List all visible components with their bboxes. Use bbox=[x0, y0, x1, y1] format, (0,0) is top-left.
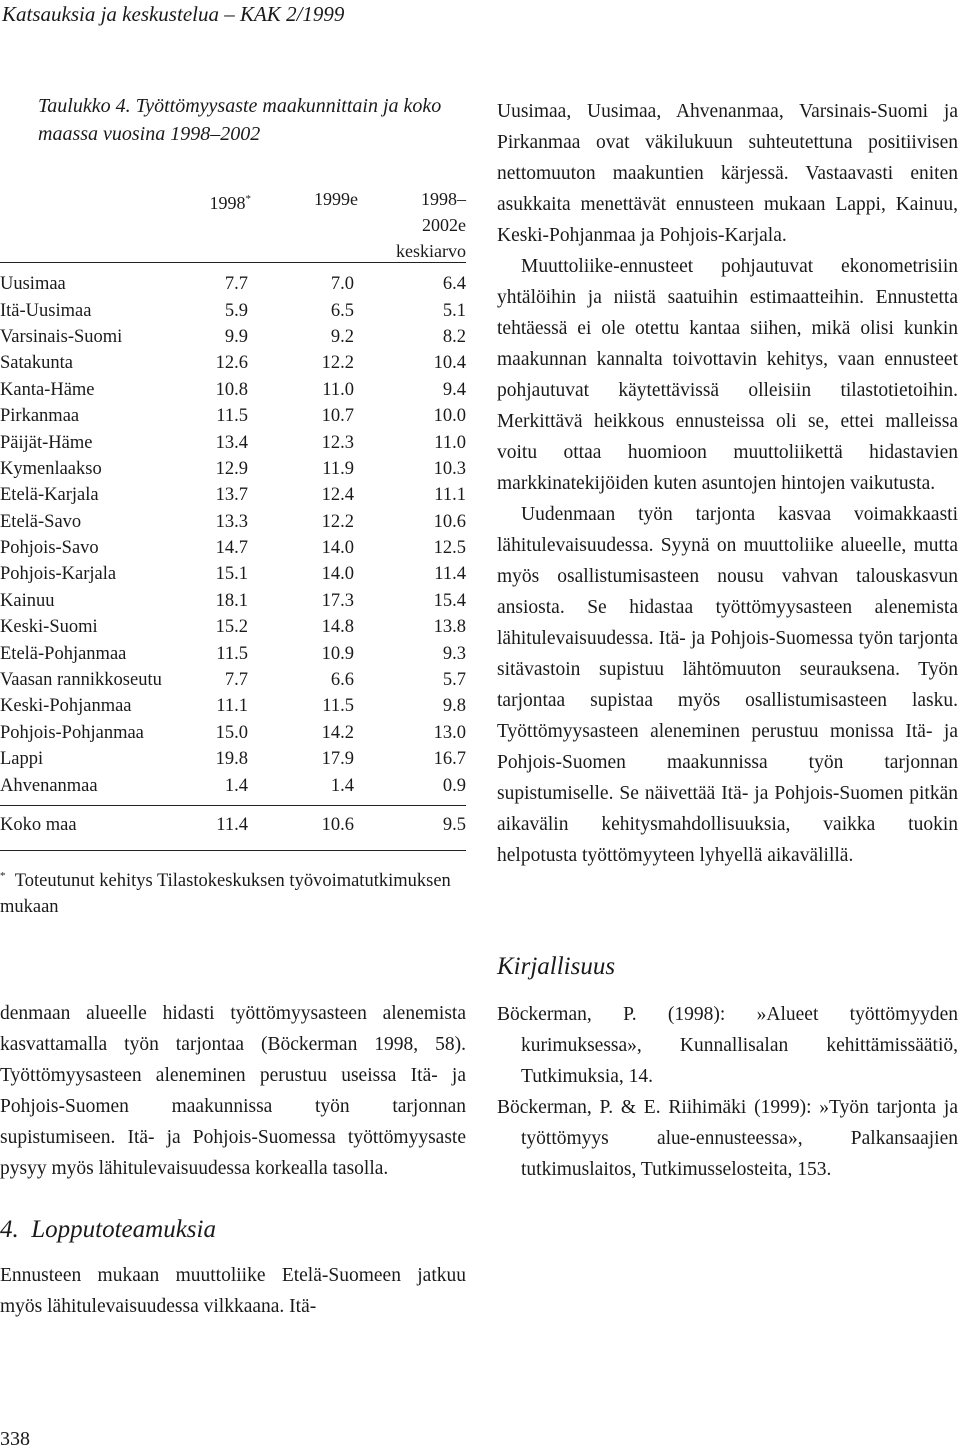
value-1999e: 11.9 bbox=[322, 458, 354, 479]
value-1998: 13.7 bbox=[215, 485, 248, 506]
region: Uusimaa bbox=[0, 274, 66, 295]
total-region: Koko maa bbox=[0, 815, 77, 836]
right-paragraph-1: Uusimaa, Uusimaa, Ahvenanmaa, Varsinais-Suomi ja Pirkanmaa ovat väkilukuun suhteutettuna positiivisen nettomuuton maakuntien kärjessä. Vastaavasti eniten asukkaita menettävät ennusteen mukaan Lappi, Kainuu, Keski-Pohjanmaa ja Pohjois-Karjala. bbox=[497, 101, 958, 246]
value-1999e: 12.2 bbox=[321, 511, 354, 532]
region: Vaasan rannikkoseutu bbox=[0, 670, 162, 691]
section-paragraph: Ennusteen mukaan muuttoliike Etelä-Suomeen jatkuu myös lähitulevaisuudessa vilkkaana. Itä- bbox=[0, 1264, 466, 1317]
page-number: 338 bbox=[0, 1428, 30, 1450]
col-header-1999e: 1999e bbox=[314, 189, 358, 209]
region: Pohjois-Pohjanmaa bbox=[0, 722, 144, 743]
value-1999e: 7.0 bbox=[330, 274, 354, 295]
region: Satakunta bbox=[0, 353, 73, 374]
value-1999e: 10.7 bbox=[321, 406, 354, 427]
references-list bbox=[497, 999, 958, 1185]
running-header: Katsauksia ja keskustelua – KAK 2/1999 bbox=[2, 2, 345, 26]
value-1999e: 14.0 bbox=[321, 564, 354, 585]
value-1998: 5.9 bbox=[224, 300, 248, 321]
value-1998: 7.7 bbox=[224, 274, 248, 295]
region: Kanta-Häme bbox=[0, 379, 95, 400]
value-1998: 15.0 bbox=[215, 722, 248, 743]
value-average: 13.0 bbox=[433, 722, 466, 743]
value-1999e: 17.9 bbox=[321, 749, 354, 770]
value-average: 16.7 bbox=[433, 749, 466, 770]
region: Keski-Pohjanmaa bbox=[0, 696, 132, 717]
value-1998: 18.1 bbox=[215, 590, 248, 611]
table-row bbox=[0, 588, 466, 614]
region: Pirkanmaa bbox=[0, 406, 80, 427]
value-1999e: 12.2 bbox=[321, 353, 354, 374]
value-average: 11.4 bbox=[434, 564, 466, 585]
region: Etelä-Pohjanmaa bbox=[0, 643, 127, 664]
region: Ahvenanmaa bbox=[0, 775, 98, 796]
references-heading: Kirjallisuus bbox=[497, 953, 616, 980]
total-1998: 11.4 bbox=[216, 815, 248, 836]
region: Päijät-Häme bbox=[0, 432, 93, 453]
table-row bbox=[0, 772, 466, 798]
value-1998: 15.1 bbox=[215, 564, 248, 585]
value-1999e: 14.8 bbox=[321, 617, 354, 638]
total-average: 9.5 bbox=[442, 815, 466, 836]
value-average: 9.8 bbox=[442, 696, 466, 717]
value-average: 13.8 bbox=[433, 617, 466, 638]
value-average: 9.3 bbox=[442, 643, 466, 664]
value-average: 11.1 bbox=[434, 485, 466, 506]
value-1998: 11.5 bbox=[216, 406, 248, 427]
value-1999e: 1.4 bbox=[330, 775, 354, 796]
col-header-1998: 1998* bbox=[209, 193, 251, 213]
value-average: 8.2 bbox=[442, 326, 466, 347]
table-row bbox=[0, 297, 466, 323]
value-average: 0.9 bbox=[442, 775, 466, 796]
value-1998: 7.7 bbox=[224, 670, 248, 691]
table-row bbox=[0, 350, 466, 376]
value-1998: 11.5 bbox=[216, 643, 248, 664]
value-average: 10.6 bbox=[433, 511, 466, 532]
table-row bbox=[0, 614, 466, 640]
table-row bbox=[0, 377, 466, 403]
region: Keski-Suomi bbox=[0, 617, 98, 638]
right-column bbox=[497, 96, 958, 1185]
table-row bbox=[0, 561, 466, 587]
value-1999e: 9.2 bbox=[330, 326, 354, 347]
table-row bbox=[0, 429, 466, 455]
table-row bbox=[0, 271, 466, 297]
value-1999e: 10.9 bbox=[321, 643, 354, 664]
value-1998: 12.9 bbox=[215, 458, 248, 479]
value-average: 10.3 bbox=[433, 458, 466, 479]
right-paragraph-2: Muuttoliike-ennusteet pohjautuvat ekonometrisiin yhtälöihin ja niistä saatuihin estimaatteihin. Ennustetta tehtäessä ei ole otettu kantaa siihen, mikä olisi kunkin maakunnan kannalta toivottavin kehitys, vaan ennusteet pohjautuvat käytettävissä olleisiin tilastotietoihin. Merkittävä heikkous ennusteissa oli se, ettei malleissa voitu ottaa huomioon muuttoliikettä hidastavien markkinatekijöiden kuten asuntojen hintojen vaikutusta. bbox=[497, 256, 958, 494]
region: Lappi bbox=[0, 749, 44, 770]
value-1998: 9.9 bbox=[224, 326, 248, 347]
value-average: 10.4 bbox=[433, 353, 466, 374]
value-average: 11.0 bbox=[434, 432, 466, 453]
table-row bbox=[0, 667, 466, 693]
unemployment-table bbox=[0, 271, 466, 799]
table-row bbox=[0, 693, 466, 719]
value-1998: 12.6 bbox=[215, 353, 248, 374]
value-1998: 13.4 bbox=[215, 432, 248, 453]
value-1998: 10.8 bbox=[215, 379, 248, 400]
region: Kainuu bbox=[0, 590, 55, 611]
region: Etelä-Karjala bbox=[0, 485, 99, 506]
value-1998: 14.7 bbox=[215, 538, 248, 559]
table-divider bbox=[0, 805, 466, 806]
left-column bbox=[0, 92, 466, 1322]
region: Pohjois-Karjala bbox=[0, 564, 117, 585]
value-1998: 13.3 bbox=[215, 511, 248, 532]
table-header bbox=[0, 174, 466, 263]
region: Etelä-Savo bbox=[0, 511, 82, 532]
right-paragraph-3: Uudenmaan työn tarjonta kasvaa voimakkaasti lähitulevaisuudessa. Syynä on muuttoliike alueelle, mutta myös osallistumisasteen nousu vahvan talouskasvun ansiosta. Se hidastaa työttömyysasteen alenemista lähitulevaisuudessa. Itä- ja Pohjois-Suomessa työn tarjonta sitävastoin supistuu lähtömuuton seurauksena. Työn tarjontaa supistaa myös osallistumisasteen lasku. Työttömyysasteen aleneminen perustuu monissa Itä- ja Pohjois-Suomen maakunnissa työn tarjonnan supistumiselle. Se näivettää Itä- ja Pohjois-Suomen pitkän aikavälin kehitysmahdollisuuksia, vaikka tuokin helpotusta työttömyyteen lyhyellä aikavälillä. bbox=[497, 504, 958, 866]
total-row-table bbox=[0, 812, 466, 840]
value-1999e: 11.5 bbox=[322, 696, 354, 717]
total-1999e: 10.6 bbox=[321, 815, 354, 836]
value-1999e: 6.6 bbox=[330, 670, 354, 691]
left-body-paragraph: denmaan alueelle hidasti työttömyysasteen alenemista kasvattamalla työn tarjontaa (Böckerman 1998, 58). Työttömyysasteen aleneminen perustuu useissa Itä- ja Pohjois-Suomen maakunnissa työn tarjonnan supistumiseen. Itä- ja Pohjois-Suomessa työttömyysaste pysyy myös lähitulevaisuudessa korkealla tasolla. bbox=[0, 1002, 466, 1179]
value-average: 6.4 bbox=[442, 274, 466, 295]
table-row bbox=[0, 456, 466, 482]
table-caption: Taulukko 4. Työttömyysaste maakunnittain ja koko maassa vuosina 1998–2002 bbox=[38, 95, 442, 145]
value-1998: 1.4 bbox=[224, 775, 248, 796]
value-1999e: 11.0 bbox=[322, 379, 354, 400]
table-row bbox=[0, 720, 466, 746]
value-1998: 19.8 bbox=[215, 749, 248, 770]
value-1999e: 12.3 bbox=[321, 432, 354, 453]
value-1999e: 17.3 bbox=[321, 590, 354, 611]
region: Varsinais-Suomi bbox=[0, 326, 123, 347]
region: Itä-Uusimaa bbox=[0, 300, 92, 321]
col-header-average: 1998– 2002e keskiarvo bbox=[396, 189, 466, 261]
table-row bbox=[0, 746, 466, 772]
value-average: 10.0 bbox=[433, 406, 466, 427]
value-average: 9.4 bbox=[442, 379, 466, 400]
value-average: 5.1 bbox=[442, 300, 466, 321]
region: Pohjois-Savo bbox=[0, 538, 99, 559]
table-footnote: * Toteutunut kehitys Tilastokeskuksen työvoimatutkimuksen mukaan bbox=[0, 850, 466, 920]
table-row bbox=[0, 482, 466, 508]
value-1999e: 6.5 bbox=[330, 300, 354, 321]
table-row bbox=[0, 535, 466, 561]
reference-item: Böckerman, P. (1998): »Alueet työttömyyden kurimuksessa», Kunnallisalan kehittämissäätiö, Tutkimuksia, 14. bbox=[497, 1004, 958, 1087]
region: Kymenlaakso bbox=[0, 458, 102, 479]
reference-item: Böckerman, P. & E. Riihimäki (1999): »Työn tarjonta ja työttömyys alue-ennusteessa», Palkansaajien tutkimuslaitos, Tutkimusselosteita, 153. bbox=[497, 1097, 958, 1180]
value-average: 12.5 bbox=[433, 538, 466, 559]
value-average: 15.4 bbox=[433, 590, 466, 611]
section-heading: 4. Lopputoteamuksia bbox=[0, 1215, 216, 1243]
table-row-total bbox=[0, 812, 466, 840]
value-1998: 11.1 bbox=[216, 696, 248, 717]
value-1999e: 12.4 bbox=[321, 485, 354, 506]
table-row bbox=[0, 403, 466, 429]
value-1998: 15.2 bbox=[215, 617, 248, 638]
table-row bbox=[0, 324, 466, 350]
value-1999e: 14.2 bbox=[321, 722, 354, 743]
value-average: 5.7 bbox=[442, 670, 466, 691]
table-row bbox=[0, 509, 466, 535]
table-row bbox=[0, 640, 466, 666]
value-1999e: 14.0 bbox=[321, 538, 354, 559]
